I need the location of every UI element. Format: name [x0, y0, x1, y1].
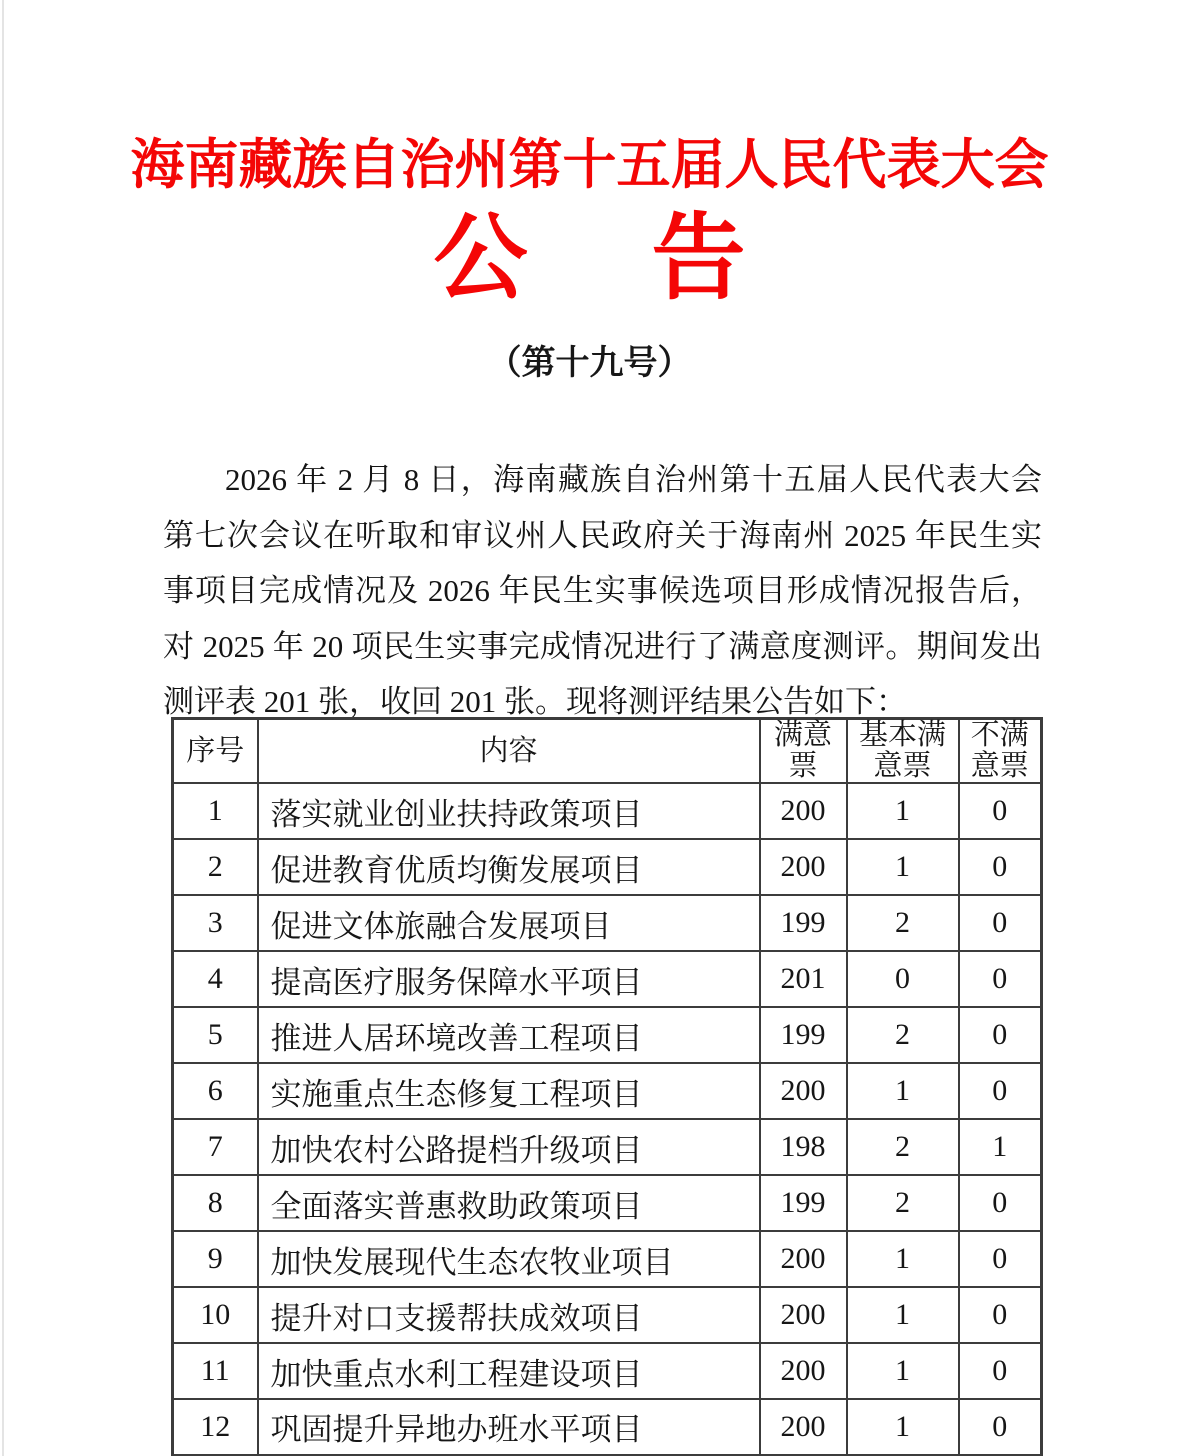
cell-content: 提升对口支援帮扶成效项目 [258, 1287, 760, 1343]
header-cell-satisfied: 满意票 [760, 719, 847, 784]
table-row [173, 1119, 1042, 1175]
cell-unsatisfied: 0 [959, 1007, 1042, 1063]
cell-content: 促进教育优质均衡发展项目 [258, 839, 760, 895]
cell-basic: 2 [847, 1175, 959, 1231]
cell-satisfied: 200 [760, 1287, 847, 1343]
cell-content: 全面落实普惠救助政策项目 [258, 1175, 760, 1231]
table-row [173, 1343, 1042, 1399]
table-row [173, 1007, 1042, 1063]
paragraph-line: 第七次会议在听取和审议州人民政府关于海南州 2025 年民生实 [163, 517, 1042, 553]
table-row [173, 839, 1042, 895]
cell-content: 加快农村公路提档升级项目 [258, 1119, 760, 1175]
cell-no: 8 [173, 1175, 258, 1231]
paragraph-line: 对 2025 年 20 项民生实事完成情况进行了满意度测评。期间发出 [163, 628, 1042, 664]
document-number: （第十九号） [487, 345, 692, 382]
cell-no: 12 [173, 1399, 258, 1455]
cell-basic: 0 [847, 951, 959, 1007]
cell-no: 6 [173, 1063, 258, 1119]
cell-content: 落实就业创业扶持政策项目 [258, 783, 760, 839]
cell-content: 促进文体旅融合发展项目 [258, 895, 760, 951]
cell-basic: 1 [847, 1287, 959, 1343]
heading-char-gong: 公 [433, 207, 528, 311]
header-cell-unsatisfied: 不满意票 [959, 719, 1042, 784]
table-row [173, 1399, 1042, 1455]
cell-basic: 1 [847, 1063, 959, 1119]
header-cell-no: 序号 [173, 719, 258, 784]
header-cell-basic-satisfied: 基本满意票 [847, 719, 959, 784]
cell-no: 7 [173, 1119, 258, 1175]
cell-content: 巩固提升异地办班水平项目 [258, 1399, 760, 1455]
cell-satisfied: 201 [760, 951, 847, 1007]
cell-basic: 2 [847, 1119, 959, 1175]
cell-basic: 1 [847, 1343, 959, 1399]
cell-unsatisfied: 1 [959, 1119, 1042, 1175]
cell-unsatisfied: 0 [959, 1231, 1042, 1287]
body-paragraph [163, 452, 1042, 730]
cell-unsatisfied: 0 [959, 839, 1042, 895]
table-header-row [173, 719, 1042, 784]
announcement-heading [0, 207, 1179, 311]
cell-content: 加快重点水利工程建设项目 [258, 1343, 760, 1399]
cell-no: 3 [173, 895, 258, 951]
cell-unsatisfied: 0 [959, 1175, 1042, 1231]
cell-satisfied: 198 [760, 1119, 847, 1175]
table-row [173, 895, 1042, 951]
cell-no: 9 [173, 1231, 258, 1287]
results-table-body [173, 783, 1042, 1455]
cell-basic: 2 [847, 1007, 959, 1063]
cell-basic: 1 [847, 839, 959, 895]
announcement-org-title: 海南藏族自治州第十五届人民代表大会 [130, 135, 1049, 195]
cell-unsatisfied: 0 [959, 951, 1042, 1007]
paragraph-line: 测评表 201 张，收回 201 张。现将测评结果公告如下： [163, 684, 907, 719]
cell-satisfied: 200 [760, 1231, 847, 1287]
cell-satisfied: 200 [760, 839, 847, 895]
header-cell-content: 内容 [258, 719, 760, 784]
cell-satisfied: 199 [760, 1007, 847, 1063]
table-row [173, 1063, 1042, 1119]
cell-content: 提高医疗服务保障水平项目 [258, 951, 760, 1007]
cell-unsatisfied: 0 [959, 1343, 1042, 1399]
cell-unsatisfied: 0 [959, 1287, 1042, 1343]
cell-satisfied: 200 [760, 1063, 847, 1119]
paragraph-line: 2026 年 2 月 8 日，海南藏族自治州第十五届人民代表大会 [225, 462, 1042, 497]
cell-content: 推进人居环境改善工程项目 [258, 1007, 760, 1063]
heading-char-gao: 告 [651, 207, 746, 311]
table-row [173, 951, 1042, 1007]
cell-satisfied: 200 [760, 783, 847, 839]
cell-basic: 2 [847, 895, 959, 951]
paragraph-line: 事项目完成情况及 2026 年民生实事候选项目形成情况报告后， [163, 573, 1042, 608]
cell-unsatisfied: 0 [959, 895, 1042, 951]
results-table [171, 717, 1043, 1456]
cell-unsatisfied: 0 [959, 1399, 1042, 1455]
cell-satisfied: 199 [760, 1175, 847, 1231]
cell-no: 1 [173, 783, 258, 839]
table-row [173, 1231, 1042, 1287]
table-row [173, 1287, 1042, 1343]
cell-content: 实施重点生态修复工程项目 [258, 1063, 760, 1119]
cell-unsatisfied: 0 [959, 783, 1042, 839]
cell-content: 加快发展现代生态农牧业项目 [258, 1231, 760, 1287]
cell-unsatisfied: 0 [959, 1063, 1042, 1119]
cell-no: 11 [173, 1343, 258, 1399]
cell-no: 5 [173, 1007, 258, 1063]
cell-no: 2 [173, 839, 258, 895]
cell-basic: 1 [847, 1399, 959, 1455]
cell-satisfied: 199 [760, 895, 847, 951]
cell-no: 10 [173, 1287, 258, 1343]
cell-satisfied: 200 [760, 1399, 847, 1455]
cell-satisfied: 200 [760, 1343, 847, 1399]
table-row [173, 783, 1042, 839]
cell-no: 4 [173, 951, 258, 1007]
cell-basic: 1 [847, 1231, 959, 1287]
cell-basic: 1 [847, 783, 959, 839]
table-row [173, 1175, 1042, 1231]
